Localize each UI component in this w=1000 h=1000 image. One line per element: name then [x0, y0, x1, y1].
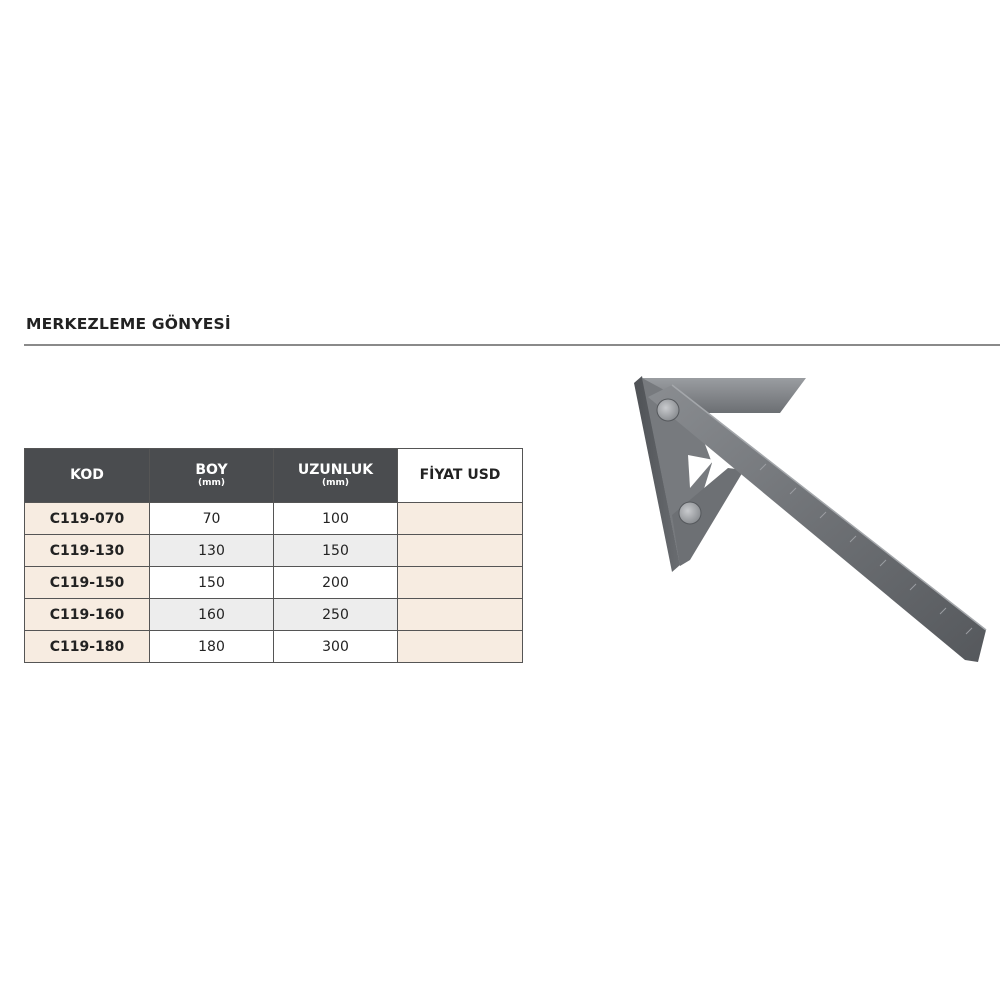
- cell-price: [398, 631, 523, 663]
- cell-code: C119-180: [25, 631, 150, 663]
- table-row: [25, 567, 523, 599]
- cell-price: [398, 599, 523, 631]
- cell-uzunluk: 300: [274, 631, 398, 663]
- section-title: MERKEZLEME GÖNYESİ: [26, 315, 231, 333]
- centering-square-image: [620, 360, 1000, 680]
- header-uzunluk-unit: (mm): [322, 477, 349, 488]
- header-price-label: FİYAT USD: [419, 467, 501, 483]
- cell-uzunluk: 250: [274, 599, 398, 631]
- header-code-label: KOD: [70, 467, 104, 483]
- cell-boy: 180: [150, 631, 274, 663]
- rivet-upper: [657, 399, 679, 421]
- header-boy-label: BOY: [195, 461, 228, 478]
- table-row: [25, 503, 523, 535]
- cell-code: C119-160: [25, 599, 150, 631]
- cell-uzunluk: 200: [274, 567, 398, 599]
- header-uzunluk: [274, 449, 398, 503]
- cell-price: [398, 503, 523, 535]
- cell-boy: 150: [150, 567, 274, 599]
- cell-price: [398, 567, 523, 599]
- spec-table: [24, 448, 523, 663]
- header-uzunluk-label: UZUNLUK: [297, 461, 374, 478]
- cell-code: C119-150: [25, 567, 150, 599]
- table-row: [25, 535, 523, 567]
- title-divider: [24, 344, 1000, 346]
- cell-code: C119-070: [25, 503, 150, 535]
- header-boy-unit: (mm): [198, 477, 225, 488]
- cell-boy: 70: [150, 503, 274, 535]
- cell-price: [398, 535, 523, 567]
- cell-uzunluk: 150: [274, 535, 398, 567]
- header-boy: [150, 449, 274, 503]
- cell-boy: 160: [150, 599, 274, 631]
- header-code: [25, 449, 150, 503]
- cell-uzunluk: 100: [274, 503, 398, 535]
- header-price: [398, 449, 523, 503]
- table-row: [25, 599, 523, 631]
- table-header-row: [25, 449, 523, 503]
- cell-boy: 130: [150, 535, 274, 567]
- rivet-lower: [679, 502, 701, 524]
- cell-code: C119-130: [25, 535, 150, 567]
- table-row: [25, 631, 523, 663]
